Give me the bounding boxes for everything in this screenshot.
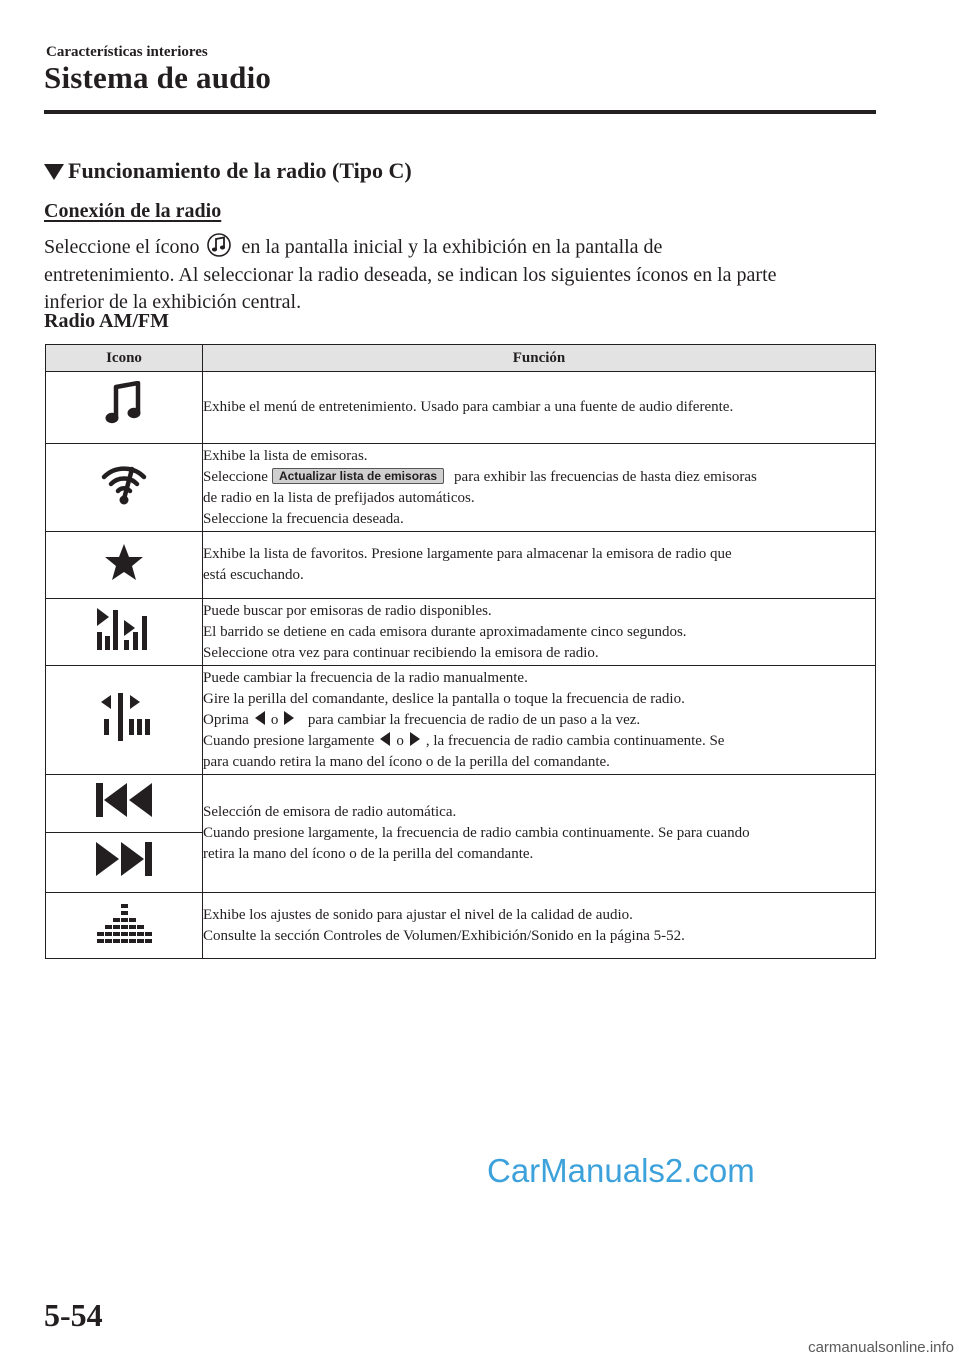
icon-cell <box>46 532 203 599</box>
intro-paragraph <box>44 233 884 317</box>
music-note-icon <box>104 381 144 427</box>
subheading: Conexión de la radio <box>44 200 222 222</box>
footer-watermark: carmanualsonline.info <box>808 1339 954 1356</box>
description-cell: Puede cambiar la frecuencia de la radio manualmente. Gire la perilla del comandante, deslice la pantalla o toque la frecuencia de radio. Oprima o para cambiar la frecuencia de radio de un paso a la vez. Cuando presione largamente o , la frecuencia de radio cambia continuamente. Se para cuando retira la mano del ícono o de la perilla del comandante. <box>203 666 876 775</box>
seek-forward-icon <box>94 841 154 877</box>
table-header-row <box>46 345 876 372</box>
function-table <box>45 344 876 959</box>
table-row <box>46 444 876 532</box>
header-function: Función <box>203 345 876 372</box>
table-row <box>46 775 876 833</box>
icon-cell <box>46 775 203 833</box>
table-row <box>46 893 876 959</box>
intro-line-3: inferior de la exhibición central. <box>44 291 302 313</box>
table-row <box>46 599 876 666</box>
scan-icon <box>95 606 153 652</box>
header-rule <box>44 110 876 114</box>
description-cell: Exhibe los ajustes de sonido para ajustar el nivel de la calidad de audio. Consulte la sección Controles de Volumen/Exhibición/Sonido en la página 5-52. <box>203 893 876 959</box>
watermark: CarManuals2.com <box>487 1152 755 1189</box>
icon-cell <box>46 833 203 893</box>
section-label: Características interiores <box>46 44 208 60</box>
page-title: Sistema de audio <box>44 60 272 95</box>
intro-line-1: Seleccione el ícono en la pantalla inicial y la exhibición en la pantalla de <box>44 233 884 262</box>
manual-tune-icon <box>97 693 151 741</box>
header-icon: Icono <box>46 345 203 372</box>
description-cell: Puede buscar por emisoras de radio disponibles. El barrido se detiene en cada emisora durante aproximadamente cinco segundos. Seleccione otra vez para continuar recibiendo la emisora de radio. <box>203 599 876 666</box>
star-icon <box>104 543 144 581</box>
triangle-bullet-icon <box>44 164 64 180</box>
table-row <box>46 532 876 599</box>
arrow-right-icon <box>408 731 422 747</box>
table-label: Radio AM/FM <box>44 310 169 332</box>
icon-cell <box>46 893 203 959</box>
description-cell: Selección de emisora de radio automática. Cuando presione largamente, la frecuencia de radio cambia continuamente. Se para cuando retira la mano del ícono o de la perilla del comandante. <box>203 775 876 893</box>
equalizer-icon <box>96 898 152 946</box>
seek-back-icon <box>94 782 154 818</box>
description-cell: Exhibe la lista de favoritos. Presione largamente para almacenar la emisora de radio que está escuchando. <box>203 532 876 599</box>
arrow-right-icon <box>282 710 296 726</box>
section-heading-text: Funcionamiento de la radio (Tipo C) <box>68 158 412 183</box>
arrow-left-icon <box>378 731 392 747</box>
icon-cell <box>46 599 203 666</box>
icon-cell <box>46 666 203 775</box>
intro-line-2: entretenimiento. Al seleccionar la radio deseada, se indican los siguientes íconos en la parte <box>44 263 777 286</box>
table-row <box>46 372 876 444</box>
page-number: 5-54 <box>44 1297 103 1333</box>
station-list-icon <box>100 461 148 507</box>
icon-cell <box>46 372 203 444</box>
description-cell: Exhibe el menú de entretenimiento. Usado para cambiar a una fuente de audio diferente. <box>203 372 876 444</box>
section-heading <box>44 158 412 184</box>
music-note-icon <box>204 233 234 257</box>
description-cell: Exhibe la lista de emisoras. Seleccione Actualizar lista de emisoras para exhibir las frecuencias de hasta diez emisoras de radio en la lista de prefijados automáticos. Seleccione la frecuencia deseada. <box>203 444 876 532</box>
icon-cell <box>46 444 203 532</box>
update-station-list-button: Actualizar lista de emisoras <box>272 468 444 484</box>
table-row <box>46 666 876 775</box>
arrow-left-icon <box>253 710 267 726</box>
